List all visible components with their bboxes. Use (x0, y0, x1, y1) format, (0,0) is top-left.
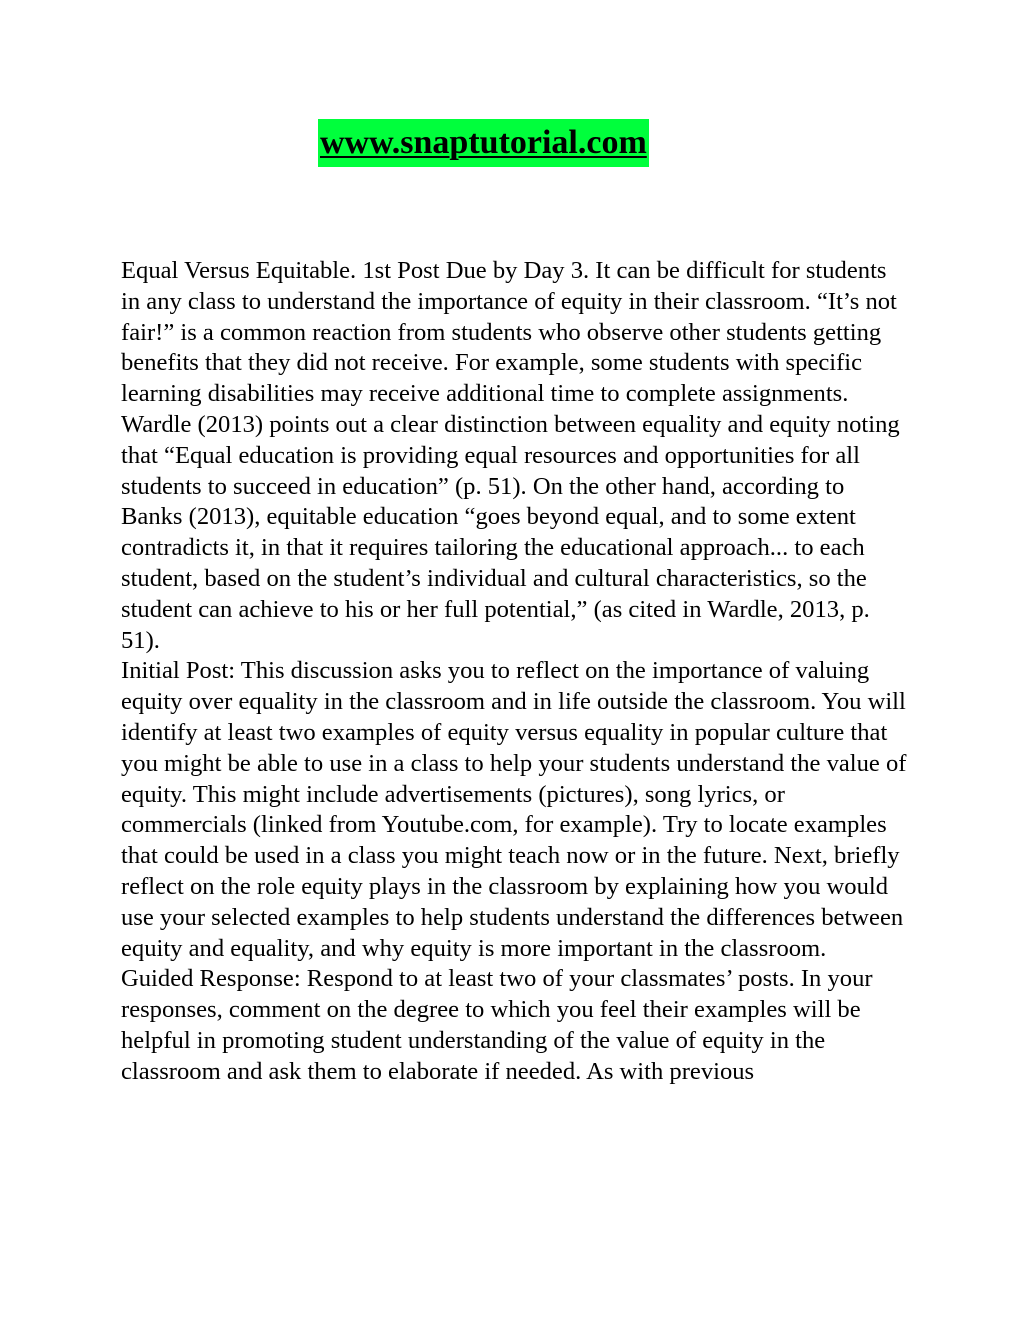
paragraph-initial-post: Initial Post: This discussion asks you to reflect on the importance of valuing equity over equality in the classroom and in life outside the classroom. You will identify at least two examples of equity versus equality in popular culture that you might be able to use in a class to help your students understand the value of equity. This might include advertisements (pictures), song lyrics, or commercials (linked from Youtube.com, for example). Try to locate examples that could be used in a class you might teach now or in the future. Next, briefly reflect on the role equity plays in the classroom by explaining how you would use your selected examples to help students understand the differences between equity and equality, and why equity is more important in the classroom. (121, 657, 907, 962)
website-link[interactable]: www.snaptutorial.com (318, 119, 649, 167)
paragraph-intro: Equal Versus Equitable. 1st Post Due by Day 3. It can be difficult for students in any class to understand the importance of equity in their classroom. “It’s not fair!” is a common reaction from students who observe other students getting benefits that they did not receive. For example, some students with specific learning disabilities may receive additional time to complete assignments. Wardle (2013) points out a clear distinction between equality and equity noting that “Equal education is providing equal resources and opportunities for all students to succeed in education” (p. 51). On the other hand, according to Banks (2013), equitable education “goes beyond equal, and to some extent contradicts it, in that it requires tailoring the educational approach... to each student, based on the student’s individual and cultural characteristics, so the student can achieve to his or her full potential,” (as cited in Wardle, 2013, p. 51). (121, 257, 900, 654)
document-body (121, 256, 911, 1088)
paragraph-guided-response: Guided Response: Respond to at least two of your classmates’ posts. In your responses, comment on the degree to which you feel their examples will be helpful in promoting student understanding of the value of equity in the classroom and ask them to elaborate if needed. As with previous (121, 965, 873, 1085)
